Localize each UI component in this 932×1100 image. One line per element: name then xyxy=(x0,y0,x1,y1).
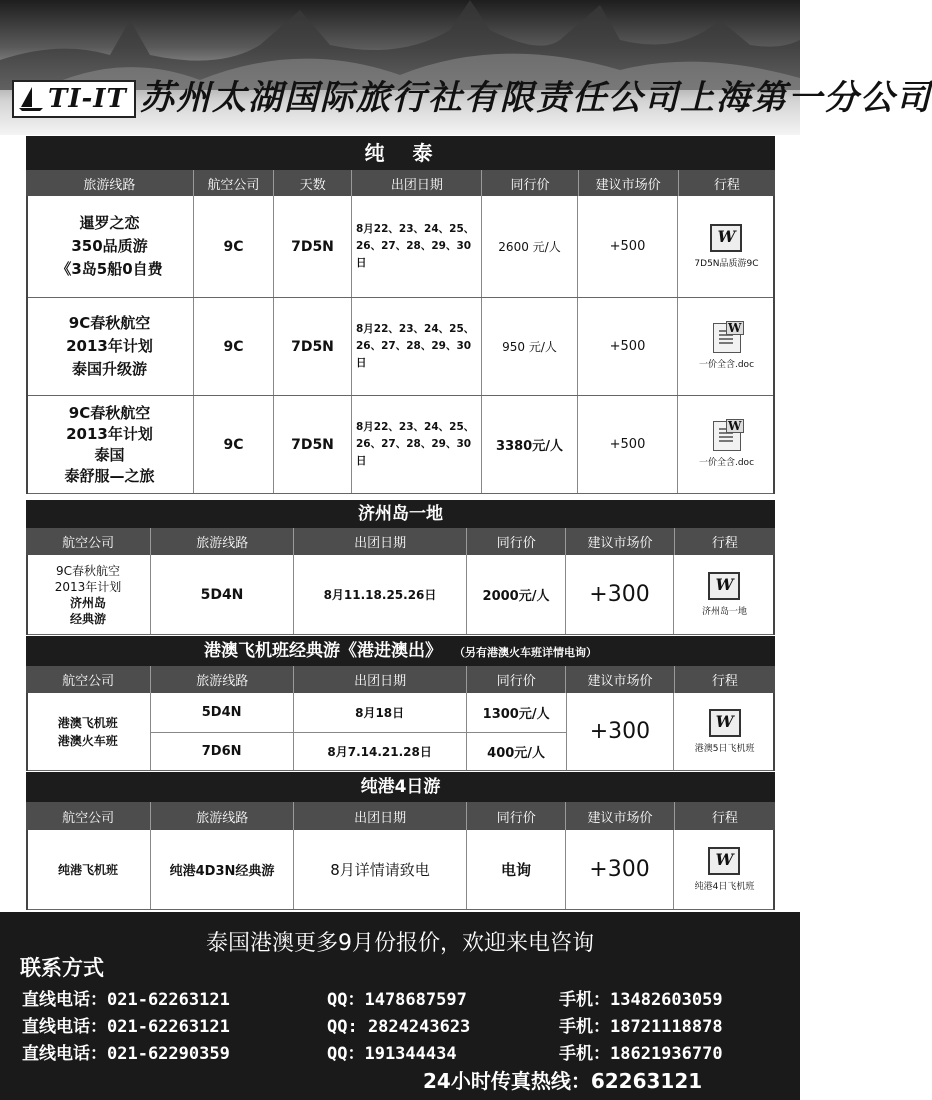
sub-rows xyxy=(151,693,567,770)
days-cell: 7D5N xyxy=(274,298,352,395)
itinerary-cell[interactable] xyxy=(674,555,775,634)
price-cell: 2600 元/人 xyxy=(482,196,578,297)
mobile: 手机：18721118878 xyxy=(559,1017,723,1037)
itinerary-file-name[interactable]: 7D5N品质游9C xyxy=(694,259,759,269)
dates-cell: 8月11.18.25.26日 xyxy=(294,555,467,634)
header-banner xyxy=(0,0,932,135)
qq: QQ: 2824243623 xyxy=(327,1017,471,1037)
table-row xyxy=(26,396,775,494)
airline-cell: 9C xyxy=(194,298,274,395)
qq: QQ：191344434 xyxy=(327,1044,457,1064)
airline-cell: 港澳飞机班 港澳火车班 xyxy=(26,693,151,770)
dates-cell: 8月22、23、24、25、 26、27、28、29、30日 xyxy=(352,298,482,395)
doc-icon[interactable]: W xyxy=(713,323,741,353)
contact-line xyxy=(22,1012,723,1037)
section-title-thailand: 纯 泰 xyxy=(26,136,775,170)
word-icon[interactable]: W xyxy=(709,709,741,737)
word-icon[interactable]: W xyxy=(708,847,740,875)
word-icon[interactable]: W xyxy=(710,224,742,252)
sub-row: 5D4N 8月18日 1300元/人 xyxy=(151,693,566,733)
table-row xyxy=(26,693,775,771)
market-price-cell: +500 xyxy=(578,196,678,297)
section-note: （另有港澳火车班详情电询） xyxy=(453,646,597,659)
tel: 直线电话：021-62263121 xyxy=(22,1017,230,1037)
days-cell: 7D5N xyxy=(274,196,352,297)
col-days: 天数 xyxy=(274,170,352,196)
tel: 直线电话：021-62290359 xyxy=(22,1044,230,1064)
table-row xyxy=(26,555,775,635)
jeju-table-header: 航空公司 旅游线路 出团日期 同行价 建议市场价 行程 xyxy=(26,528,775,555)
fax-hotline: 24小时传真热线：62263121 xyxy=(423,1069,703,1093)
route-cell: 9C春秋航空 2013年计划 泰国 泰舒服—之旅 xyxy=(26,396,194,493)
itinerary-file-name[interactable]: 一价全含.doc xyxy=(698,360,755,370)
table-row xyxy=(26,298,775,396)
footer-contact xyxy=(0,912,800,1100)
mobile: 手机：13482603059 xyxy=(559,990,723,1010)
airline-cell: 纯港飞机班 xyxy=(26,830,151,909)
contact-title: 联系方式 xyxy=(20,956,104,980)
route-cell: 9C春秋航空 2013年计划 泰国升级游 xyxy=(26,298,194,395)
company-name: 苏州太湖国际旅行社有限责任公司上海第一分公司 xyxy=(140,78,932,118)
itinerary-cell[interactable] xyxy=(678,196,775,297)
dates-cell: 8月22、23、24、25、 26、27、28、29、30日 xyxy=(352,196,482,297)
table-row xyxy=(26,830,775,910)
market-price-cell: +300 xyxy=(566,555,674,634)
itinerary-file-name[interactable]: 港澳5日飞机班 xyxy=(694,744,755,754)
price-cell: 950 元/人 xyxy=(482,298,578,395)
footer-slogan: 泰国港澳更多9月份报价，欢迎来电咨询 xyxy=(206,931,594,956)
route-cell: 纯港4D3N经典游 xyxy=(151,830,294,909)
market-price-cell: +500 xyxy=(578,396,678,493)
airline-cell: 9C xyxy=(194,396,274,493)
hkmacau-table-header: 航空公司 旅游线路 出团日期 同行价 建议市场价 行程 xyxy=(26,666,775,693)
qq: QQ：1478687597 xyxy=(327,990,467,1010)
section-title-hk4: 纯港4日游 xyxy=(26,772,775,802)
itinerary-file-name[interactable]: 济州岛一地 xyxy=(701,607,747,617)
doc-icon[interactable]: W xyxy=(713,421,741,451)
itinerary-cell[interactable] xyxy=(678,298,775,395)
hk4-table-header: 航空公司 旅游线路 出团日期 同行价 建议市场价 行程 xyxy=(26,802,775,830)
price-cell: 电询 xyxy=(467,830,566,909)
tel: 直线电话：021-62263121 xyxy=(22,990,230,1010)
dates-cell: 8月详情请致电 xyxy=(294,830,467,909)
sailboat-icon xyxy=(18,85,44,111)
price-cell: 2000元/人 xyxy=(467,555,566,634)
sub-row: 7D6N 8月7.14.21.28日 400元/人 xyxy=(151,733,566,771)
airline-cell: 9C xyxy=(194,196,274,297)
airline-cell: 9C春秋航空 2013年计划 济州岛 经典游 xyxy=(26,555,151,634)
dates-cell: 8月22、23、24、25、 26、27、28、29、30日 xyxy=(352,396,482,493)
table-row xyxy=(26,196,775,298)
thailand-table-header xyxy=(26,170,775,196)
col-itinerary: 行程 xyxy=(713,177,740,193)
itinerary-file-name[interactable]: 一价全含.doc xyxy=(698,458,755,468)
itinerary-cell[interactable] xyxy=(674,693,775,770)
itinerary-file-name[interactable]: 纯港4日飞机班 xyxy=(694,882,755,892)
days-cell: 7D5N xyxy=(274,396,352,493)
col-airline: 航空公司 xyxy=(194,170,274,196)
itinerary-cell[interactable] xyxy=(674,830,775,909)
market-price-cell: +300 xyxy=(567,693,675,770)
logo-text: TI-IT xyxy=(48,84,127,114)
col-price: 同行价 xyxy=(482,170,578,196)
col-market-price: 建议市场价 xyxy=(579,170,679,196)
section-title-hkmacau: 港澳飞机班经典游《港进澳出》 （另有港澳火车班详情电询） xyxy=(26,636,775,666)
col-dates: 出团日期 xyxy=(352,170,482,196)
route-cell: 5D4N xyxy=(151,555,294,634)
col-route: 旅游线路 xyxy=(26,170,194,196)
itinerary-cell[interactable] xyxy=(678,396,775,493)
company-logo xyxy=(12,80,136,118)
contact-line xyxy=(22,1039,723,1064)
market-price-cell: +300 xyxy=(566,830,674,909)
price-cell: 3380元/人 xyxy=(482,396,578,493)
word-icon[interactable]: W xyxy=(708,572,740,600)
section-title-jeju: 济州岛一地 xyxy=(26,500,775,528)
contact-line xyxy=(22,985,723,1010)
market-price-cell: +500 xyxy=(578,298,678,395)
route-cell: 暹罗之恋 350品质游 《3岛5船0自费 xyxy=(26,196,194,297)
mobile: 手机：18621936770 xyxy=(559,1044,723,1064)
